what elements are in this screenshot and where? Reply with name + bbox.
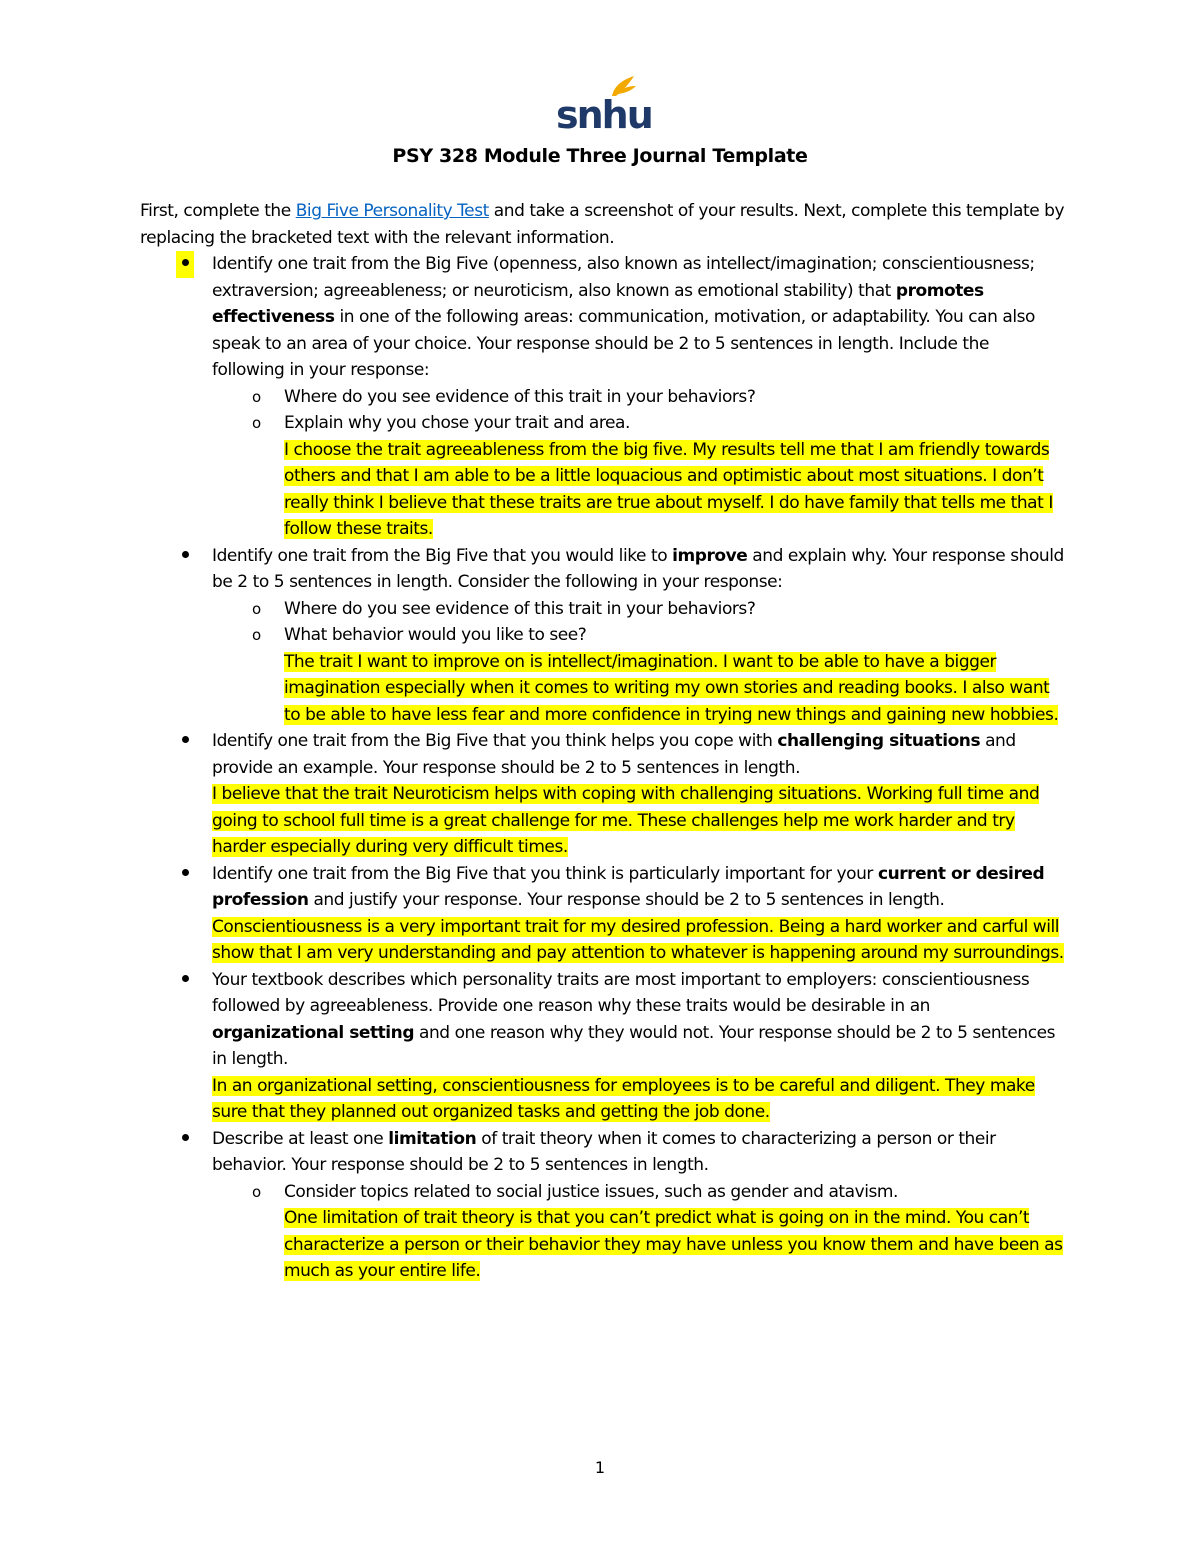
circle-bullet-icon: o <box>252 387 261 406</box>
list-item: Identify one trait from the Big Five that you would like to improve and explain why. Your response should be 2 to 5 sentences in length. Consider the following in your response: o Where do you see evidence of this trait in your behaviors? o What behavior would you like to see? The trait I want to improve on is intellect/imagination. I want to be able to have a bigger imagination especially when it comes to writing my own stories and reading books. I also want to be able to have less fear and more confidence in trying new things and gaining new hobbies. <box>140 543 1065 729</box>
list-item: Identify one trait from the Big Five that you think helps you cope with challenging situations and provide an example. Your response should be 2 to 5 sentences in length. I believe that the trait Neuroticism helps with coping with challenging situations. Working full time and going to school full time is a great challenge for me. These challenges help me work harder and try harder especially during very difficult times. <box>140 728 1065 861</box>
circle-bullet-icon: o <box>252 599 261 618</box>
snhu-logo <box>552 74 652 137</box>
page-title: PSY 328 Module Three Journal Template <box>392 145 808 167</box>
answer-text: I believe that the trait Neuroticism helps with coping with challenging situations. Working full time and going to school full time is a great challenge for me. These challenges help me work harder and try harder especially during very difficult times. <box>212 784 1040 857</box>
page-number: 1 <box>594 1458 606 1477</box>
document-body <box>140 198 1065 1285</box>
list-item: Your textbook describes which personality traits are most important to employers: conscientiousness followed by agreeableness. Provide one reason why these traits would be desirable in an organizational setting and one reason why they would not. Your response should be 2 to 5 sentences in length. In an organizational setting, conscientiousness for employees is to be careful and diligent. They make sure that they planned out organized tasks and getting the job done. <box>140 967 1065 1126</box>
prompt-list <box>140 251 1065 1285</box>
big-five-test-link[interactable]: Big Five Personality Test <box>295 201 489 221</box>
circle-bullet-icon: o <box>252 1182 261 1201</box>
answer-text: Conscientiousness is a very important trait for my desired profession. Being a hard worker and carful will show that I am very understanding and pay attention to whatever is happening around my surroundings. <box>212 916 1064 963</box>
intro-text-continued: and take a screenshot of your results. Next, complete this template by replacing the bracketed text with the relevant information. <box>140 201 1065 248</box>
bullet-icon <box>176 967 194 994</box>
answer-text: In an organizational setting, conscientiousness for employees is to be careful and diligent. They make sure that they planned out organized tasks and getting the job done. <box>212 1075 1035 1122</box>
bullet-icon <box>176 543 194 570</box>
sub-item: o Where do you see evidence of this trait in your behaviors? <box>140 384 1065 411</box>
answer-text: The trait I want to improve on is intellect/imagination. I want to be able to have a bigger imagination especially when it comes to writing my own stories and reading books. I also want to be able to have less fear and more confidence in trying new things and gaining new hobbies. <box>284 651 1059 725</box>
circle-bullet-icon: o <box>252 626 261 644</box>
sub-list <box>212 384 1065 437</box>
circle-bullet-icon: o <box>252 414 261 432</box>
bullet-icon <box>176 1126 194 1153</box>
sub-item: o What behavior would you like to see? <box>140 622 1065 649</box>
sub-item: o Where do you see evidence of this trait in your behaviors? <box>140 596 1065 623</box>
sub-item: o Explain why you chose your trait and area. <box>140 410 1065 437</box>
answer-text: One limitation of trait theory is that you can’t predict what is going on in the mind. You can’t characterize a person or their behavior they may have unless you know them and have been as much as your entire life. <box>284 1208 1063 1281</box>
bullet-icon <box>176 251 194 278</box>
intro-paragraph <box>140 198 1065 251</box>
list-item: Identify one trait from the Big Five that you think is particularly important for your current or desired profession and justify your response. Your response should be 2 to 5 sentences in length. Conscientiousness is a very important trait for my desired profession. Being a hard worker and carful will show that I am very understanding and pay attention to whatever is happening around my surroundings. <box>140 861 1065 967</box>
bullet-icon <box>176 861 194 888</box>
list-item: Identify one trait from the Big Five (openness, also known as intellect/imagination; conscientiousness; extraversion; agreeableness; or neuroticism, also known as emotional stability) that promotes effectiveness in one of the following areas: communication, motivation, or adaptability. You can also speak to an area of your choice. Your response should be 2 to 5 sentences in length. Include the following in your response: o Where do you see evidence of this trait in your behaviors? o Explain why you chose your trait and area. I choose the trait agreeableness from the big five. My results tell me that I am friendly towards others and that I am able to be a little loquacious and optimistic about most situations. I don’t really think I believe that these traits are true about myself. I do have family that tells me that I follow these traits. <box>140 251 1065 543</box>
sub-list <box>212 596 1065 649</box>
sub-list <box>212 1179 1065 1206</box>
answer-text: I choose the trait agreeableness from the big five. My results tell me that I am friendly towards others and that I am able to be a little loquacious and optimistic about most situations. I don’t really think I believe that these traits are true about myself. I do have family that tells me that I follow these traits. <box>284 439 1053 539</box>
svg-text:snhu: snhu <box>556 93 652 137</box>
list-item: Describe at least one limitation of trait theory when it comes to characterizing a person or their behavior. Your response should be 2 to 5 sentences in length. o Consider topics related to social justice issues, such as gender and atavism. One limitation of trait theory is that you can’t predict what is going on in the mind. You can’t characterize a person or their behavior they may have unless you know them and have been as much as your entire life. <box>140 1126 1065 1285</box>
intro-text: First, complete the <box>140 201 296 221</box>
sub-item: o Consider topics related to social justice issues, such as gender and atavism. <box>140 1179 1065 1206</box>
bullet-icon <box>176 728 194 755</box>
